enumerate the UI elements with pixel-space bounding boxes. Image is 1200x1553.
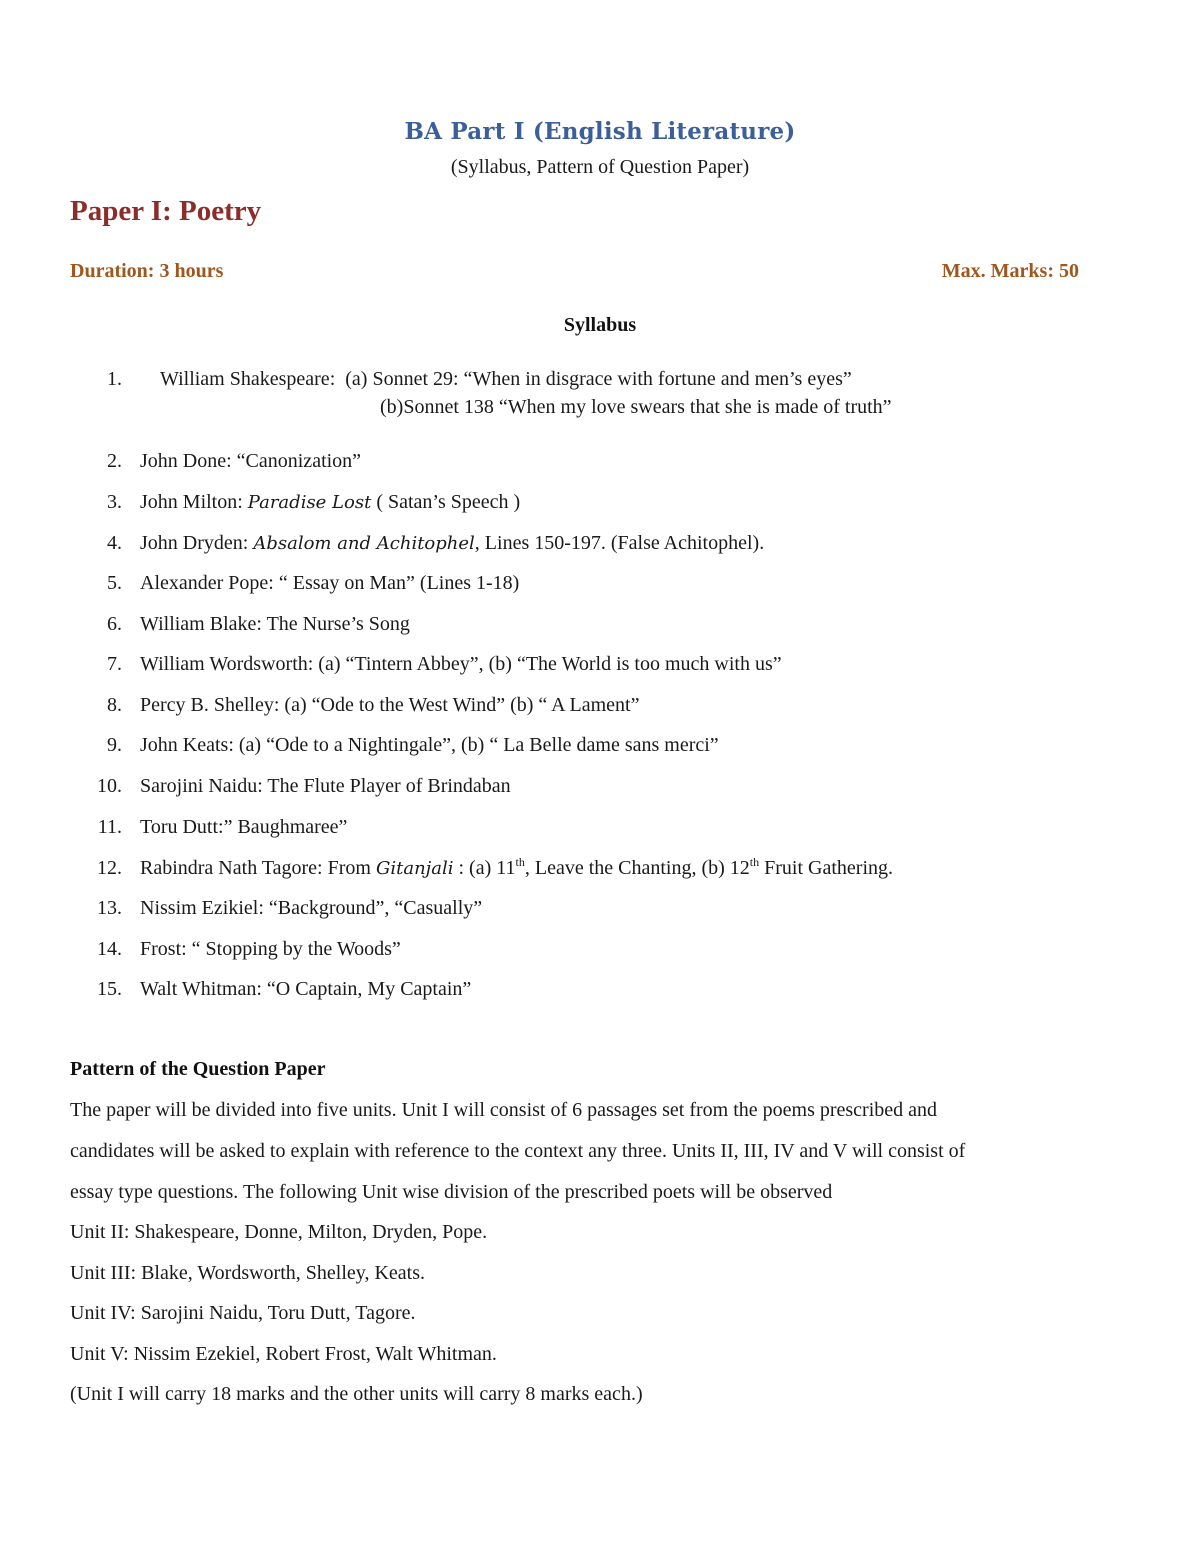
item-text-pre: John Milton: xyxy=(140,491,248,513)
paper-heading: Paper I: Poetry xyxy=(70,195,262,227)
item-text-post: Fruit Gathering. xyxy=(759,857,894,879)
item-text xyxy=(160,368,852,391)
item-number: 15. xyxy=(97,978,122,1000)
item-work-title: Absalom and Achitophel xyxy=(253,533,475,554)
item-text: Alexander Pope: “ Essay on Man” (Lines 1-18) xyxy=(140,572,520,594)
pattern-paragraph-line: The paper will be divided into five units. Unit I will consist of 6 passages set from the poems prescribed and xyxy=(70,1099,938,1121)
document-title: BA Part I (English Literature) xyxy=(404,118,796,145)
item-text: Sarojini Naidu: The Flute Player of Brindaban xyxy=(140,775,511,797)
item-text xyxy=(140,491,520,514)
item-number: 13. xyxy=(97,897,122,919)
unit-iii-line: Unit III: Blake, Wordsworth, Shelley, Keats. xyxy=(70,1262,425,1284)
item-part-b: (b)Sonnet 138 “When my love swears that she is made of truth” xyxy=(380,396,892,418)
item-number: 10. xyxy=(97,775,122,797)
max-marks-label: Max. Marks: 50 xyxy=(941,260,1079,282)
item-text: Walt Whitman: “O Captain, My Captain” xyxy=(140,978,472,1000)
item-text-post: ( Satan’s Speech ) xyxy=(371,491,521,513)
item-text: Percy B. Shelley: (a) “Ode to the West Wind” (b) “ A Lament” xyxy=(140,694,640,716)
item-part-a: (a) Sonnet 29: “When in disgrace with fortune and men’s eyes” xyxy=(345,368,852,390)
item-work-title: Paradise Lost xyxy=(247,492,372,513)
item-text: John Done: “Canonization” xyxy=(140,450,362,472)
item-number: 3. xyxy=(107,491,122,513)
item-author: William Shakespeare: xyxy=(160,368,336,390)
item-text-pre: Rabindra Nath Tagore: From xyxy=(140,857,376,879)
pattern-paragraph-line: essay type questions. The following Unit wise division of the prescribed poets will be observed xyxy=(70,1181,833,1203)
item-text-mid: : (a) 11 xyxy=(453,857,516,879)
pattern-paragraph-line: candidates will be asked to explain with reference to the context any three. Units II, III, IV and V will consist of xyxy=(70,1140,966,1162)
item-number: 7. xyxy=(107,653,122,675)
syllabus-heading: Syllabus xyxy=(563,314,637,336)
item-text-pre: John Dryden: xyxy=(140,532,254,554)
ordinal-suffix: th xyxy=(749,855,760,869)
marks-note-line: (Unit I will carry 18 marks and the other units will carry 8 marks each.) xyxy=(70,1383,643,1405)
item-text-mid: , Leave the Chanting, (b) 12 xyxy=(524,857,750,879)
item-text: William Wordsworth: (a) “Tintern Abbey”, (b) “The World is too much with us” xyxy=(140,653,782,675)
unit-ii-line: Unit II: Shakespeare, Donne, Milton, Dryden, Pope. xyxy=(70,1221,488,1243)
item-number: 4. xyxy=(107,532,122,554)
item-text: John Keats: (a) “Ode to a Nightingale”, (b) “ La Belle dame sans merci” xyxy=(140,734,719,756)
pattern-heading: Pattern of the Question Paper xyxy=(70,1058,326,1080)
item-text: Toru Dutt:” Baughmaree” xyxy=(140,816,348,838)
document-subtitle: (Syllabus, Pattern of Question Paper) xyxy=(450,156,750,178)
item-number: 14. xyxy=(97,938,122,960)
item-number: 6. xyxy=(107,613,122,635)
item-text xyxy=(140,532,764,555)
item-text xyxy=(140,857,893,880)
item-number: 2. xyxy=(107,450,122,472)
item-number: 5. xyxy=(107,572,122,594)
item-number: 1. xyxy=(107,368,122,390)
unit-iv-line: Unit IV: Sarojini Naidu, Toru Dutt, Tagore. xyxy=(70,1302,416,1324)
item-number: 12. xyxy=(97,857,122,879)
item-number: 9. xyxy=(107,734,122,756)
unit-v-line: Unit V: Nissim Ezekiel, Robert Frost, Walt Whitman. xyxy=(70,1343,497,1365)
item-work-title: Gitanjali xyxy=(375,858,454,879)
item-text: Nissim Ezikiel: “Background”, “Casually” xyxy=(140,897,483,919)
item-number: 11. xyxy=(97,816,122,838)
duration-label: Duration: 3 hours xyxy=(70,260,224,282)
item-text: Frost: “ Stopping by the Woods” xyxy=(140,938,401,960)
item-text: William Blake: The Nurse’s Song xyxy=(140,613,410,635)
item-text-post: , Lines 150-197. (False Achitophel). xyxy=(474,532,765,554)
item-number: 8. xyxy=(107,694,122,716)
ordinal-suffix: th xyxy=(515,855,525,869)
